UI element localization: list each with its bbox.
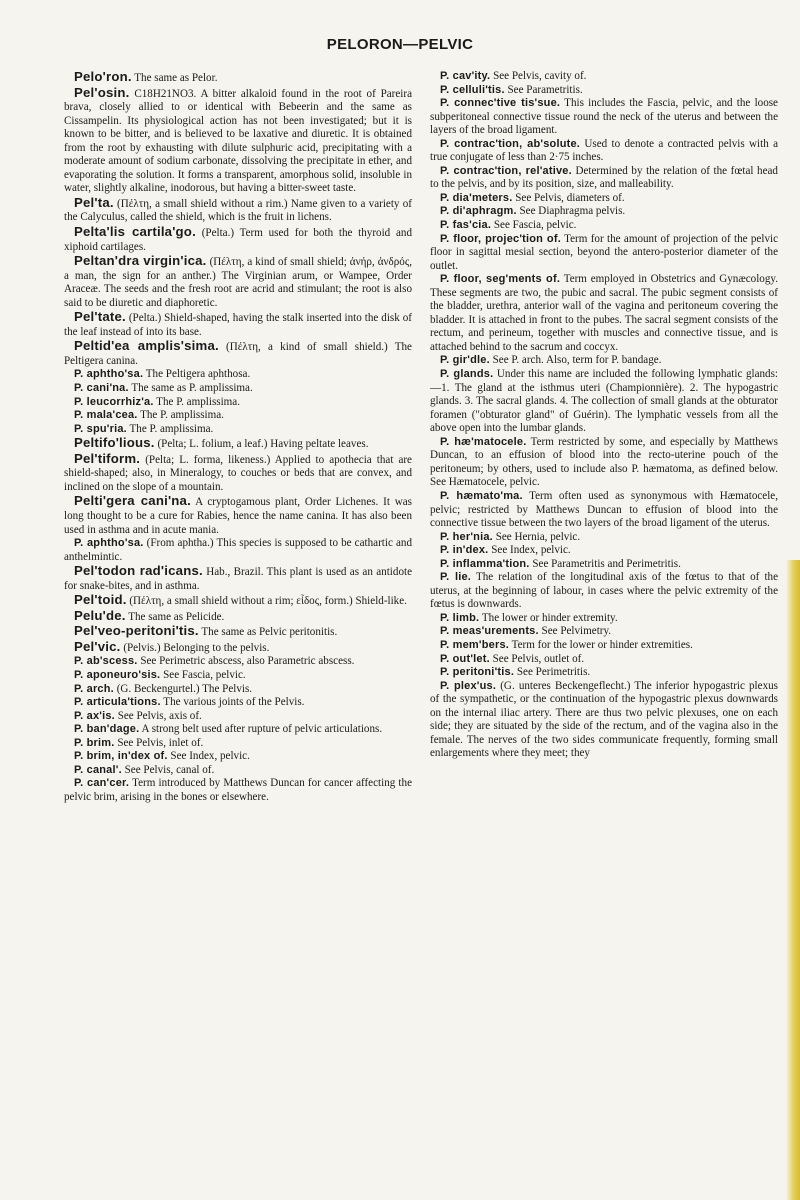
entry-headword: P. arch.: [74, 682, 114, 695]
entry-headword: P. hæmato'ma.: [440, 489, 523, 502]
dictionary-entry: [64, 737, 412, 751]
dictionary-entry: [64, 409, 412, 423]
dictionary-entry: [430, 544, 778, 558]
dictionary-entry: [430, 666, 778, 680]
entry-headword: P. ab'scess.: [74, 655, 138, 668]
dictionary-entry: [430, 531, 778, 545]
dictionary-entry: [430, 97, 778, 138]
dictionary-entry: [64, 750, 412, 764]
entry-headword: P. in'dex.: [440, 544, 489, 557]
entry-definition: The relation of the longitudinal axis of the fœtus to that of the uterus, at the beginning of labour, in cases where the pelvic extremity of the fœtus is downwards.: [430, 571, 779, 611]
dictionary-entry: [430, 436, 778, 490]
entry-headword: P. leucorrhiz'a.: [74, 395, 154, 408]
entry-headword: Peltan'dra virgin'ica.: [74, 253, 207, 269]
entry-headword: P. brim, in'dex of.: [74, 750, 168, 763]
dictionary-entry: [64, 564, 412, 593]
entry-headword: P. aphtho'sa.: [74, 537, 144, 550]
dictionary-entry: [430, 84, 778, 98]
left-column: [64, 70, 412, 804]
dictionary-entry: [430, 680, 778, 761]
entry-headword: P. lie.: [440, 571, 472, 584]
dictionary-entry: [64, 593, 412, 609]
entry-headword: P. inflamma'tion.: [440, 557, 530, 570]
entry-definition: See Index, pelvic.: [491, 544, 571, 557]
dictionary-entry: [430, 368, 778, 436]
dictionary-entry: [64, 624, 412, 640]
entry-definition: C18H21NO3. A bitter alkaloid found in the root of Pareira brava, closely allied to or identical with Bebeerin and the same as Cissampelin. Its physiological action has not been investigated; but it is known to be bitter, and is believed to be laxative and diuretic. It is obtained from the root by exhausting with dilute sulphuric acid, precipitating with a moderate amount of sodium carbonate, dissolving the precipitate in ether, and evaporating the solution. It forms a transparent, amorphous solid, insoluble in water, slightly alkaline, inodorous, but having a bitter-sweet taste.: [64, 87, 412, 195]
dictionary-entry: [430, 192, 778, 206]
entry-definition: (Pelta; L. folium, a leaf.) Having peltate leaves.: [157, 438, 369, 451]
entry-headword: Pel'toid.: [74, 592, 127, 608]
entry-headword: P. canal'.: [74, 763, 122, 776]
entry-headword: Pel'veo-peritoni'tis.: [74, 623, 199, 639]
dictionary-entry: [64, 225, 412, 254]
dictionary-entry: [430, 273, 778, 354]
entry-definition: A cryptogamous plant, Order Lichenes. It was long thought to be a cure for Rabies, hence the name canina. It has also been used in asthma and in acute mania.: [64, 496, 412, 536]
entry-definition: See Fascia, pelvic.: [163, 668, 246, 681]
entry-definition: See Pelvis, inlet of.: [117, 736, 204, 749]
entry-definition: (Πέλτη, a small shield without a rim; εἶδος, form.) Shield-like.: [129, 595, 407, 608]
entry-definition: Term for the lower or hinder extremities.: [511, 638, 693, 651]
entry-definition: The same as Pelvic peritonitis.: [201, 626, 338, 639]
entry-headword: P. her'nia.: [440, 530, 493, 543]
running-header: PELORON—PELVIC: [326, 36, 474, 53]
entry-definition: (Πέλτη, a kind of small shield.) The Peltigera canina.: [64, 341, 412, 367]
entry-definition: (Πέλτη, a small shield without a rim.) Name given to a variety of the Calyculus, called the shield, which is the fruit in lichens.: [64, 197, 412, 224]
dictionary-entry: [430, 219, 778, 233]
entry-definition: See Pelvis, axis of.: [117, 709, 202, 722]
entry-definition: See Pelvimetry.: [541, 625, 612, 638]
entry-headword: P. ban'dage.: [74, 723, 140, 736]
dictionary-entry: [64, 254, 412, 310]
entry-headword: P. mala'cea.: [74, 409, 138, 422]
dictionary-entry: [430, 571, 778, 612]
entry-definition: See P. arch. Also, term for P. bandage.: [492, 354, 662, 367]
entry-definition: See Pelvis, diameters of.: [515, 191, 625, 204]
dictionary-entry: [64, 452, 412, 495]
dictionary-entry: [430, 138, 778, 165]
entry-definition: (G. unteres Beckengeflecht.) The inferior hypogastric plexus of the sympathetic, or the continuation of the hypogastric plexus downwards on the internal iliac artery. There are thus two pelvic plexuses, one on each side; they are situated by the side of the rectum, and of the vagina also in the female. The nerves of the two sides communicate frequently, forming small enlargements where they meet; they: [430, 679, 778, 760]
dictionary-entry: [430, 70, 778, 84]
dictionary-entry: [64, 764, 412, 778]
dictionary-entry: [64, 368, 412, 382]
entry-definition: The same as P. amplissima.: [131, 382, 253, 395]
entry-definition: The various joints of the Pelvis.: [163, 696, 305, 709]
entry-headword: P. mem'bers.: [440, 638, 510, 651]
entry-headword: P. out'let.: [440, 652, 490, 665]
dictionary-entry: [64, 537, 412, 564]
entry-definition: See Fascia, pelvic.: [493, 219, 577, 232]
entry-definition: See Diaphragma pelvis.: [519, 205, 626, 218]
entry-definition: Under this name are included the following lymphatic glands:—1. The gland at the isthmus uteri (Championnière). 2. The hypogastric glands. 3. The sacral glands. 4. The collection of small glands at the obturator foramen ("obturator gland" of Guérin). The lymphatic vessels from all the above open into the lumbar glands.: [430, 368, 778, 435]
entry-headword: P. limb.: [440, 611, 480, 624]
entry-definition: See Index, pelvic.: [170, 750, 250, 763]
entry-headword: P. connec'tive tis'sue.: [440, 97, 561, 110]
entry-definition: Term restricted by some, and especially by Matthews Duncan, to an effusion of blood into the recto-uterine pouch of the peritoneum; by others, used to include also P. hæmatoma, as defined below. See Hæmatocele, pelvic.: [430, 435, 778, 489]
entry-headword: Peltid'ea amplis'sima.: [74, 338, 219, 354]
entry-definition: (Pelta.) Shield-shaped, having the stalk inserted into the disk of the leaf instead of into its base.: [64, 312, 412, 338]
entry-definition: The P. amplissima.: [140, 409, 224, 422]
entry-headword: Pel'tate.: [74, 309, 126, 325]
page-edge-stain: [786, 560, 800, 1200]
entry-definition: (From aphtha.) This species is supposed to be cathartic and anthelmintic.: [64, 537, 412, 563]
entry-headword: P. di'aphragm.: [440, 205, 517, 218]
entry-headword: P. glands.: [440, 368, 494, 381]
entry-headword: P. floor, seg'ments of.: [440, 273, 561, 286]
entry-headword: P. contrac'tion, rel'ative.: [440, 164, 572, 177]
entry-definition: (Pelvis.) Belonging to the pelvis.: [123, 641, 270, 654]
dictionary-entry: [64, 196, 412, 225]
dictionary-entry: [64, 494, 412, 537]
dictionary-entry: [64, 696, 412, 710]
entry-definition: Determined by the relation of the fœtal head to the pelvis, and by its position, size, and malleability.: [430, 164, 778, 191]
dictionary-entry: [64, 86, 412, 196]
dictionary-entry: [430, 625, 778, 639]
entry-headword: Pel'vic.: [74, 638, 121, 654]
entry-definition: A strong belt used after rupture of pelvic articulations.: [141, 723, 383, 736]
entry-headword: P. dia'meters.: [440, 191, 513, 204]
entry-headword: Pelo'ron.: [74, 69, 132, 84]
entry-headword: Pel'todon rad'icans.: [74, 563, 203, 579]
dictionary-entry: [430, 639, 778, 653]
entry-headword: Pelu'de.: [74, 607, 126, 623]
entry-headword: Peltifo'lious.: [74, 435, 155, 451]
dictionary-entry: [64, 777, 412, 804]
dictionary-entry: [64, 423, 412, 437]
entry-headword: P. spu'ria.: [74, 422, 127, 435]
entry-definition: Hab., Brazil. This plant is used as an antidote for snake-bites, and in asthma.: [64, 566, 412, 592]
entry-definition: The same as Pelor.: [134, 72, 218, 84]
entry-definition: See Hernia, pelvic.: [495, 530, 581, 543]
dictionary-entry: [64, 655, 412, 669]
entry-definition: The Peltigera aphthosa.: [145, 368, 251, 381]
dictionary-entry: [64, 310, 412, 339]
entry-definition: This includes the Fascia, pelvic, and the loose subperitoneal connective tissue round the neck of the uterus and between the layers of the broad ligament.: [430, 97, 778, 137]
entry-definition: See Parametritis and Perimetritis.: [532, 557, 681, 570]
entry-headword: P. fas'cia.: [440, 219, 492, 232]
entry-definition: See Parametritis.: [507, 83, 583, 96]
entry-headword: P. ax'is.: [74, 709, 115, 722]
entry-headword: Pel'osin.: [74, 84, 130, 100]
dictionary-entry: [64, 683, 412, 697]
entry-definition: The P. amplissima.: [156, 395, 240, 408]
dictionary-entry: [64, 382, 412, 396]
entry-headword: P. contrac'tion, ab'solute.: [440, 137, 581, 150]
entry-definition: Term introduced by Matthews Duncan for cancer affecting the pelvic brim, arising in the bones or elsewhere.: [64, 777, 412, 803]
dictionary-entry: [430, 165, 778, 192]
dictionary-entry: [64, 669, 412, 683]
dictionary-entry: [430, 653, 778, 667]
entry-definition: See Perimetric abscess, also Parametric abscess.: [140, 655, 355, 668]
dictionary-entry: [430, 205, 778, 219]
dictionary-entry: [430, 354, 778, 368]
entry-definition: See Perimetritis.: [516, 666, 591, 679]
entry-headword: P. floor, projec'tion of.: [440, 232, 561, 245]
entry-headword: P. cav'ity.: [440, 70, 491, 82]
dictionary-entry: [64, 339, 412, 368]
entry-headword: P. can'cer.: [74, 777, 130, 790]
entry-headword: Pel'ta.: [74, 194, 114, 210]
right-column: [430, 70, 778, 761]
entry-definition: (G. Beckengurtel.) The Pelvis.: [116, 682, 253, 695]
dictionary-entry: [430, 233, 778, 274]
entry-headword: P. cani'na.: [74, 382, 129, 395]
dictionary-entry: [64, 640, 412, 656]
entry-definition: Term often used as synonymous with Hæmatocele, pelvic; restricted by Matthews Duncan to effusion of blood into the connective tissue between the two layers of the broad ligament of the uterus.: [430, 489, 778, 530]
entry-headword: P. aponeuro'sis.: [74, 668, 161, 681]
entry-definition: See Pelvis, outlet of.: [492, 652, 585, 665]
entry-definition: See Pelvis, canal of.: [124, 763, 215, 776]
entry-headword: P. meas'urements.: [440, 625, 539, 638]
entry-definition: (Pelta; L. forma, likeness.) Applied to apothecia that are shield-shaped; also, in Mineralogy, to couches or beds that are convex, and inclined on the slope of a mountain.: [64, 453, 412, 493]
dictionary-entry: [64, 723, 412, 737]
dictionary-entry: [430, 558, 778, 572]
entry-definition: The lower or hinder extremity.: [481, 611, 618, 624]
entry-headword: P. plex'us.: [440, 679, 497, 692]
entry-definition: The P. amplissima.: [129, 422, 214, 435]
entry-definition: Term for the amount of projection of the pelvic floor in sagittal mesial section, beyond the antero-posterior diameter of the outlet.: [430, 232, 778, 272]
entry-definition: Used to denote a contracted pelvis with a true conjugate of less than 2·75 inches.: [430, 137, 778, 164]
entry-headword: P. gir'dle.: [440, 354, 490, 367]
entry-definition: See Pelvis, cavity of.: [493, 70, 587, 82]
dictionary-entry: [430, 612, 778, 626]
entry-definition: Term employed in Obstetrics and Gynæcology. These segments are two, the pubic and sacral. The pubic segment consists of the bladder, urethra, anterior wall of the vagina and peritoneum covering the bladder. It is attached in front to the pubes. The sacral segment consists of the rectum, and perineum, together with muscles and connective tissue, and is attached behind to the sacrum and coccyx.: [430, 273, 778, 353]
entry-headword: Pelti'gera cani'na.: [74, 493, 191, 509]
entry-headword: P. celluli'tis.: [440, 83, 505, 96]
dictionary-entry: [64, 710, 412, 724]
dictionary-entry: [64, 70, 412, 86]
entry-headword: P. brim.: [74, 736, 115, 749]
entry-headword: P. articula'tions.: [74, 696, 161, 709]
entry-headword: Pel'tiform.: [74, 450, 141, 466]
entry-headword: Pelta'lis cartila'go.: [74, 224, 196, 240]
entry-headword: P. hæ'matocele.: [440, 435, 527, 448]
dictionary-entry: [64, 609, 412, 625]
entry-definition: (Πέλτη, a kind of small shield; ἀνήρ, ἀνδρός, a man, the sign for an anther.) The Virginian arum, or Wampee, Order Araceæ. The seeds and the fresh root are acrid and stimulant; the root is also said to be diuretic and diaphoretic.: [64, 256, 412, 309]
dictionary-entry: [430, 490, 778, 531]
entry-definition: (Pelta.) Term used for both the thyroid and xiphoid cartilages.: [64, 227, 412, 253]
entry-headword: P. peritoni'tis.: [440, 666, 515, 679]
dictionary-entry: [64, 436, 412, 452]
dictionary-entry: [64, 396, 412, 410]
entry-headword: P. aphtho'sa.: [74, 368, 144, 381]
entry-definition: The same as Pelicide.: [128, 610, 225, 623]
